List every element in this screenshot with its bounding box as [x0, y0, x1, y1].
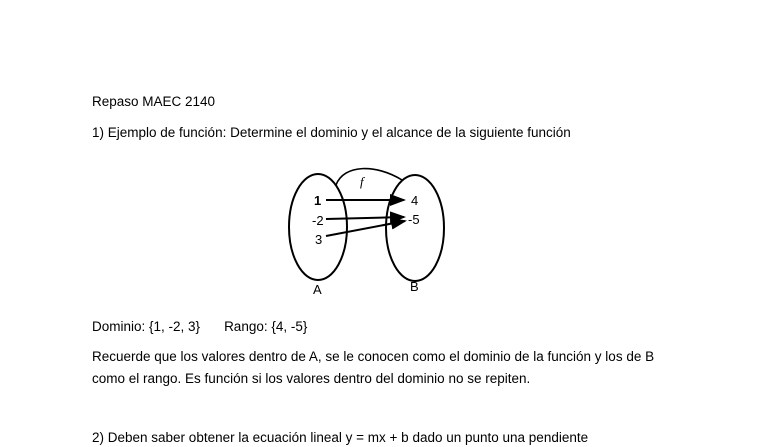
- mapping-arrow-2: [326, 217, 404, 219]
- function-mapping-diagram: [280, 160, 460, 300]
- range-value-1: 4: [411, 193, 419, 208]
- set-b-label: B: [410, 279, 419, 294]
- range-value-2: -5: [408, 212, 420, 227]
- rango-answer: Rango: {4, -5}: [224, 319, 308, 334]
- set-b-ellipse: [386, 175, 444, 281]
- function-arc: [336, 169, 402, 185]
- function-label: f: [360, 174, 364, 189]
- document-title: Repaso MAEC 2140: [92, 94, 216, 109]
- set-a-label: A: [313, 282, 322, 297]
- answer-line: [92, 318, 307, 336]
- domain-value-2: -2: [312, 213, 324, 228]
- domain-value-3: 3: [315, 232, 323, 247]
- dominio-answer: Dominio: {1, -2, 3}: [92, 319, 201, 334]
- mapping-arrow-3: [326, 221, 405, 236]
- note-line-1: Recuerde que los valores dentro de A, se le conocen como el dominio de la función y los de B: [92, 349, 655, 364]
- question-1: 1) Ejemplo de función: Determine el dominio y el alcance de la siguiente función: [92, 125, 571, 140]
- domain-value-1: 1: [314, 193, 322, 208]
- question-2: 2) Deben saber obtener la ecuación lineal y = mx + b dado un punto una pendiente: [92, 430, 589, 445]
- note-line-2: como el rango. Es función si los valores dentro del dominio no se repiten.: [92, 371, 531, 386]
